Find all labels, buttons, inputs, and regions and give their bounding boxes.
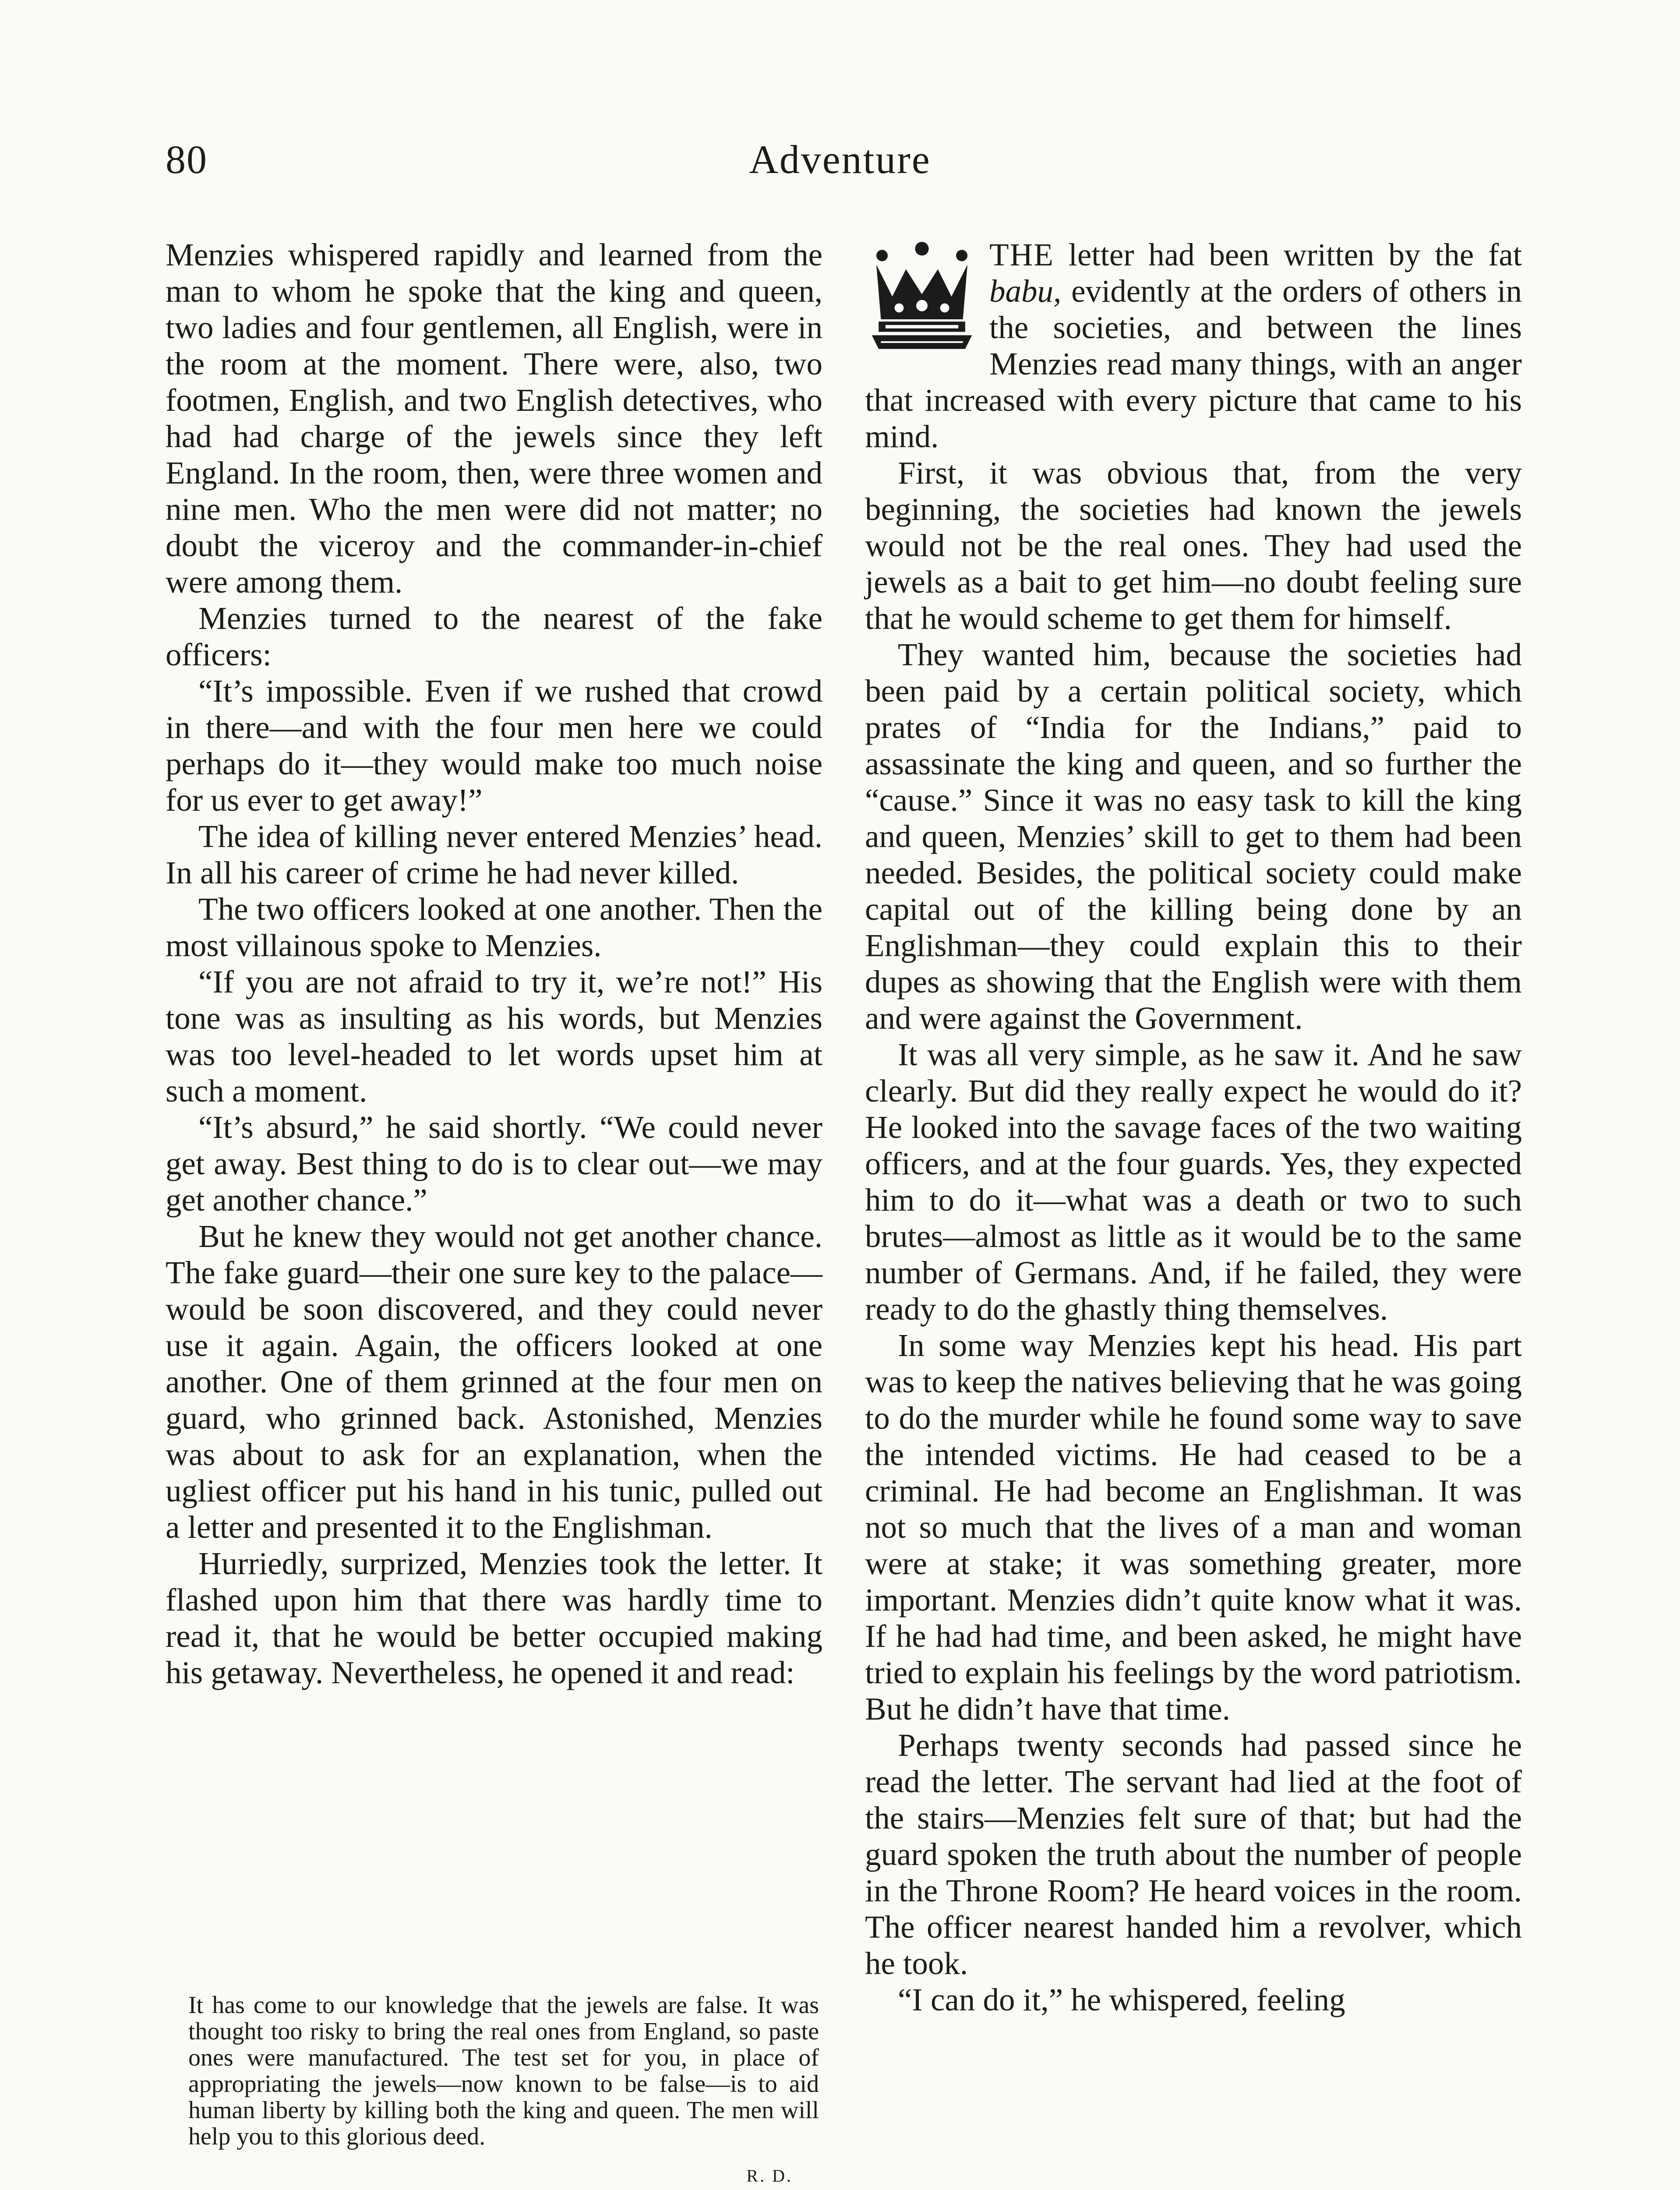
paragraph: Menzies turned to the nearest of the fake officers: — [166, 600, 822, 672]
lead-text: letter had been written by the fat — [1054, 237, 1522, 272]
paragraph: The idea of killing never entered Menzies’ head. In all his career of crime he had never killed. — [166, 819, 822, 890]
lead-italic: babu, — [989, 273, 1062, 309]
lead-paragraph — [865, 237, 1522, 455]
paragraph: Menzies whispered rapidly and learned from the man to whom he spoke that the king and queen, two ladies and four gentlemen, all English, were in the room at the moment. There were, also, two footmen, English, and two English detectives, who had had charge of the jewels since they left England. In the room, then, were three women and nine men. Who the men were did not matter; no doubt the viceroy and the commander-in-chief were among them. — [166, 237, 822, 600]
paragraph: Hurriedly, surprized, Menzies took the letter. It flashed upon him that there was hardly time to read it, that he would be better occupied making his getaway. Nevertheless, he opened it and read: — [166, 1546, 822, 1690]
paragraph: “It’s impossible. Even if we rushed that crowd in there—and with the four men here we could perhaps do it—they would make too much noise for us ever to get away!” — [166, 673, 822, 818]
paragraph: Perhaps twenty seconds had passed since he read the letter. The servant had lied at the foot of the stairs—Menzies felt sure of that; but had the guard spoken the truth about the number of people in the Throne Room? He heard voices in the room. The officer nearest handed him a revolver, which he took. — [865, 1727, 1522, 1981]
letter-signature: R. D. — [746, 2166, 793, 2186]
lead-tail: evidently at the orders of others in the societies, and between the lines Menzies read many things, with an anger that increased with every picture that came to his mind. — [865, 273, 1522, 454]
paragraph: “I can do it,” he whispered, feeling — [898, 1982, 1345, 2017]
paragraph: In some way Menzies kept his head. His part was to keep the natives believing that he was going to do the murder while he found some way to save the intended victims. He had ceased to be a criminal. He had become an Englishman. It was not so much that the lives of a man and woman were at stake; it was something greater, more important. Menzies didn’t quite know what it was. If he had had time, and been asked, he might have tried to explain his feelings by the word patriotism. But he didn’t have that time. — [865, 1328, 1522, 1727]
paragraph: “It’s absurd,” he said shortly. “We could never get away. Best thing to do is to clear out—we may get another chance.” — [166, 1109, 822, 1218]
right-column — [865, 237, 1522, 2018]
paragraph: The two officers looked at one another. Then the most villainous spoke to Menzies. — [166, 891, 822, 963]
paragraph: First, it was obvious that, from the very beginning, the societies had known the jewels would not be the real ones. They had used the jewels as a bait to get him—no doubt feeling sure that he would scheme to get them for himself. — [865, 455, 1522, 636]
paragraph: But he knew they would not get another chance. The fake guard—their one sure key to the palace—would be soon discovered, and they could never use it again. Again, the officers looked at one another. One of them grinned at the four men on guard, who grinned back. Astonished, Menzies was about to ask for an explanation, when the ugliest officer put his hand in his tunic, pulled out a letter and presented it to the Englishman. — [166, 1219, 822, 1545]
left-column — [166, 237, 822, 1691]
lead-caps: THE — [989, 237, 1054, 272]
magazine-title: Adventure — [749, 137, 931, 182]
paragraph: It was all very simple, as he saw it. And he saw clearly. But did they really expect he would do it? He looked into the savage faces of the two waiting officers, and at the four guards. Yes, they expected him to do it—what was a death or two to such brutes—almost as little as it would be to the same number of Germans. And, if he failed, they were ready to do the ghastly thing themselves. — [865, 1037, 1522, 1327]
paragraph: They wanted him, because the societies had been paid by a certain political society, which prates of “India for the Indians,” paid to assassinate the king and queen, and so further the “cause.” Since it was no easy task to kill the king and queen, Menzies’ skill to get to them had been needed. Besides, the political society could make capital out of the killing being done by an Englishman—they could explain this to their dupes as showing that the English were with them and were against the Government. — [865, 637, 1522, 1036]
paragraph: “If you are not afraid to try it, we’re not!” His tone was as insulting as his words, but Menzies was too level-headed to let words upset him at such a moment. — [166, 964, 822, 1109]
crown-icon — [865, 239, 979, 354]
page-number: 80 — [166, 137, 208, 182]
quoted-letter — [188, 1992, 819, 2189]
letter-body: It has come to our knowledge that the jewels are false. It was thought too risky to bring the real ones from England, so paste ones were manufactured. The test set for you, in place of appropriating the jewels—now known to be false—is to aid human liberty by killing both the king and queen. The men will help you to this glorious deed. — [188, 1992, 819, 2150]
